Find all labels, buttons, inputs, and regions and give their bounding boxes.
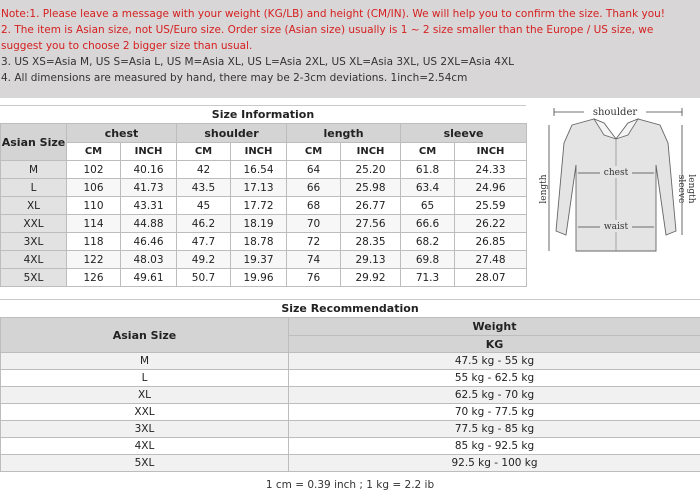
size-cell: XL	[1, 197, 67, 215]
length-label: length	[539, 174, 549, 204]
conversion-footer: 1 cm = 0.39 inch ; 1 kg = 2.2 ib	[265, 479, 435, 491]
measurement-cell: 49.61	[121, 269, 177, 287]
shirt-illustration	[532, 103, 700, 256]
measurement-cell: 19.37	[231, 251, 287, 269]
table-row	[1, 179, 527, 197]
size-cell: 4XL	[1, 251, 67, 269]
chest-label: chest	[603, 168, 629, 178]
unit-header: INCH	[231, 143, 287, 161]
table-row	[1, 233, 527, 251]
table-row	[1, 251, 527, 269]
rec-weight-header: Weight	[289, 318, 700, 336]
size-information-title: Size Information	[0, 105, 526, 123]
measurement-cell: 24.33	[455, 161, 527, 179]
size-cell: XXL	[1, 215, 67, 233]
measurement-cell: 26.85	[455, 233, 527, 251]
measurement-cell: 19.96	[231, 269, 287, 287]
measurement-cell: 45	[177, 197, 231, 215]
size-cell: M	[1, 161, 67, 179]
measurement-cell: 25.59	[455, 197, 527, 215]
measurement-cell: 122	[67, 251, 121, 269]
unit-header: INCH	[341, 143, 401, 161]
rec-weight-cell: 85 kg - 92.5 kg	[289, 438, 700, 455]
rec-size-cell: 4XL	[1, 438, 289, 455]
measurement-cell: 47.7	[177, 233, 231, 251]
measurement-cell: 70	[287, 215, 341, 233]
unit-header: CM	[177, 143, 231, 161]
measurement-cell: 118	[67, 233, 121, 251]
measurement-cell: 114	[67, 215, 121, 233]
table-row	[1, 387, 700, 404]
measurement-cell: 18.78	[231, 233, 287, 251]
shoulder-label: shoulder	[592, 107, 638, 118]
measurement-cell: 63.4	[401, 179, 455, 197]
measurement-cell: 68.2	[401, 233, 455, 251]
measurement-cell: 28.35	[341, 233, 401, 251]
size-information-table	[0, 123, 527, 287]
size-cell: 5XL	[1, 269, 67, 287]
rec-weight-cell: 70 kg - 77.5 kg	[289, 404, 700, 421]
unit-header: CM	[67, 143, 121, 161]
size-recommendation-table	[0, 317, 700, 472]
group-header-chest: chest	[67, 124, 177, 143]
group-header-shoulder: shoulder	[177, 124, 287, 143]
measurement-cell: 42	[177, 161, 231, 179]
rec-size-cell: L	[1, 370, 289, 387]
measurement-cell: 50.7	[177, 269, 231, 287]
group-header-length: length	[287, 124, 401, 143]
shirt-measurement-diagram	[532, 103, 700, 256]
measurement-cell: 26.77	[341, 197, 401, 215]
size-cell: 3XL	[1, 233, 67, 251]
table-row	[1, 269, 527, 287]
unit-header: CM	[401, 143, 455, 161]
measurement-cell: 26.22	[455, 215, 527, 233]
rec-size-cell: 5XL	[1, 455, 289, 472]
measurement-cell: 106	[67, 179, 121, 197]
measurement-cell: 61.8	[401, 161, 455, 179]
measurement-cell: 41.73	[121, 179, 177, 197]
rec-size-cell: 3XL	[1, 421, 289, 438]
rec-weight-cell: 55 kg - 62.5 kg	[289, 370, 700, 387]
measurement-cell: 72	[287, 233, 341, 251]
table-row	[1, 455, 700, 472]
table-row	[1, 215, 527, 233]
size-cell: L	[1, 179, 67, 197]
measurement-cell: 68	[287, 197, 341, 215]
measurement-cell: 29.13	[341, 251, 401, 269]
measurement-cell: 71.3	[401, 269, 455, 287]
rec-size-cell: XL	[1, 387, 289, 404]
table-row	[1, 197, 527, 215]
measurement-cell: 43.31	[121, 197, 177, 215]
measurement-cell: 46.46	[121, 233, 177, 251]
measurement-cell: 17.72	[231, 197, 287, 215]
measurement-cell: 40.16	[121, 161, 177, 179]
waist-label: waist	[603, 222, 629, 232]
measurement-cell: 43.5	[177, 179, 231, 197]
measurement-cell: 49.2	[177, 251, 231, 269]
unit-header: INCH	[121, 143, 177, 161]
note-line: Note:1. Please leave a message with your weight (KG/LB) and height (CM/IN). We will help you to confirm the size. Thank you!	[1, 8, 666, 20]
size-recommendation-title: Size Recommendation	[0, 299, 700, 317]
table-row	[1, 161, 527, 179]
unit-header: CM	[287, 143, 341, 161]
rec-weight-cell: 92.5 kg - 100 kg	[289, 455, 700, 472]
table-row	[1, 353, 700, 370]
rec-weight-cell: 47.5 kg - 55 kg	[289, 353, 700, 370]
notes-panel	[0, 0, 700, 98]
measurement-cell: 76	[287, 269, 341, 287]
note-line: suggest you to choose 2 bigger size than usual.	[1, 40, 253, 52]
rec-size-cell: M	[1, 353, 289, 370]
measurement-cell: 64	[287, 161, 341, 179]
measurement-cell: 46.2	[177, 215, 231, 233]
measurement-cell: 25.98	[341, 179, 401, 197]
note-line: 2. The item is Asian size, not US/Euro size. Order size (Asian size) usually is 1 ~ 2 size smaller than the Europe / US size, we	[1, 24, 654, 36]
asian-size-header: Asian Size	[1, 124, 67, 161]
note-line: 4. All dimensions are measured by hand, there may be 2-3cm deviations. 1inch=2.54cm	[1, 72, 468, 84]
rec-kg-header: KG	[289, 336, 700, 353]
measurement-cell: 102	[67, 161, 121, 179]
measurement-cell: 29.92	[341, 269, 401, 287]
table-row	[1, 370, 700, 387]
measurement-cell: 18.19	[231, 215, 287, 233]
table-row	[1, 404, 700, 421]
table-row	[1, 438, 700, 455]
rec-weight-cell: 77.5 kg - 85 kg	[289, 421, 700, 438]
measurement-cell: 44.88	[121, 215, 177, 233]
measurement-cell: 66.6	[401, 215, 455, 233]
measurement-cell: 25.20	[341, 161, 401, 179]
measurement-cell: 66	[287, 179, 341, 197]
measurement-cell: 27.56	[341, 215, 401, 233]
rec-size-cell: XXL	[1, 404, 289, 421]
unit-header: INCH	[455, 143, 527, 161]
measurement-cell: 69.8	[401, 251, 455, 269]
note-line: 3. US XS=Asia M, US S=Asia L, US M=Asia XL, US L=Asia 2XL, US XL=Asia 3XL, US 2XL=Asia 4XL	[1, 56, 515, 68]
measurement-cell: 74	[287, 251, 341, 269]
rec-weight-cell: 62.5 kg - 70 kg	[289, 387, 700, 404]
measurement-cell: 24.96	[455, 179, 527, 197]
measurement-cell: 27.48	[455, 251, 527, 269]
measurement-cell: 126	[67, 269, 121, 287]
measurement-cell: 17.13	[231, 179, 287, 197]
rec-asian-size-header: Asian Size	[1, 318, 289, 353]
measurement-cell: 48.03	[121, 251, 177, 269]
measurement-cell: 110	[67, 197, 121, 215]
sleeve-length-label: length	[686, 174, 696, 204]
measurement-cell: 16.54	[231, 161, 287, 179]
table-row	[1, 421, 700, 438]
group-header-sleeve: sleeve	[401, 124, 527, 143]
sleeve-label: sleeve	[676, 174, 686, 204]
measurement-cell: 65	[401, 197, 455, 215]
measurement-cell: 28.07	[455, 269, 527, 287]
